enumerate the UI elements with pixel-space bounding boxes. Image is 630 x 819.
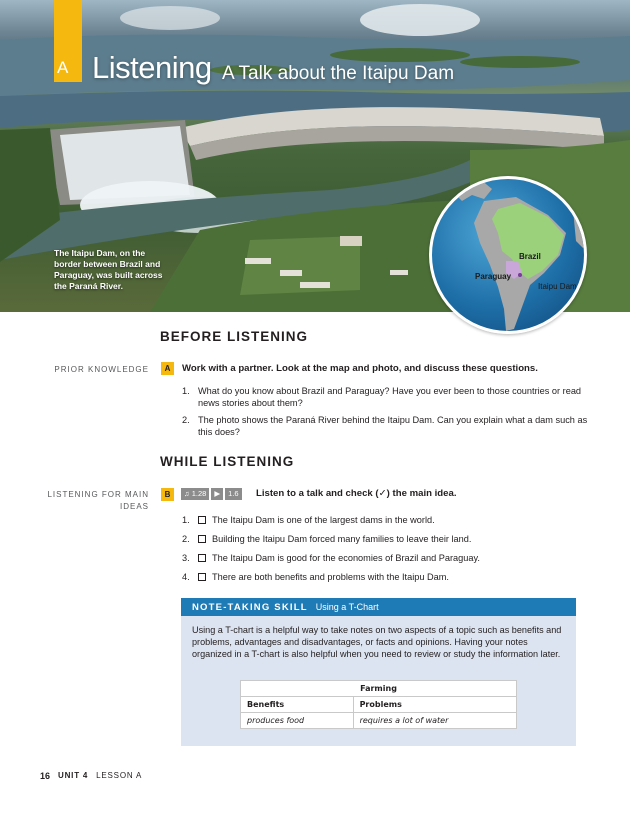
choice-text: There are both benefits and problems with the Itaipu Dam. [212, 571, 449, 582]
list-item: 1. What do you know about Brazil and Paraguay? Have you ever been to those countries or read news stories about them? [182, 385, 592, 409]
checkbox[interactable] [198, 516, 206, 524]
list-item: 3. The Itaipu Dam is good for the economies of Brazil and Paraguay. [182, 552, 480, 563]
audio-track-button[interactable]: ♫ 1.28 [181, 488, 209, 500]
list-item: 1. The Itaipu Dam is one of the largest dams in the world. [182, 514, 435, 525]
map-label-itaipu-dam: Itaipu Dam [538, 282, 577, 291]
question-text: What do you know about Brazil and Paraguay? Have you ever been to those countries or read news stories about them? [198, 386, 582, 408]
choice-text: The Itaipu Dam is one of the largest dams in the world. [212, 514, 435, 525]
checkbox[interactable] [198, 535, 206, 543]
page-footer [40, 771, 142, 781]
note-taking-subtitle: Using a T-Chart [315, 602, 379, 612]
choice-text: Building the Itaipu Dam forced many families to leave their land. [212, 533, 472, 544]
list-item: 4. There are both benefits and problems with the Itaipu Dam. [182, 571, 449, 582]
table-cell: requires a lot of water [353, 713, 516, 729]
page-subtitle: A Talk about the Itaipu Dam [222, 63, 455, 84]
before-listening-heading: BEFORE LISTENING [160, 329, 309, 344]
exercise-a-instruction: Work with a partner. Look at the map and photo, and discuss these questions. [182, 363, 538, 374]
checkbox[interactable] [198, 573, 206, 581]
table-cell: produces food [241, 713, 354, 729]
table-row [241, 713, 517, 729]
headphones-icon: ♫ [184, 489, 190, 498]
discussion-questions [182, 385, 592, 443]
choice-text: The Itaipu Dam is good for the economies of Brazil and Paraguay. [212, 552, 480, 563]
checkbox[interactable] [198, 554, 206, 562]
page-title: Listening [92, 50, 212, 85]
section-letter: A [57, 58, 69, 77]
exercise-b-instruction: Listen to a talk and check (✓) the main idea. [256, 488, 457, 499]
map-label-paraguay: Paraguay [475, 272, 512, 281]
page-number: 16 [40, 771, 51, 781]
exercise-b-badge: B [161, 488, 174, 501]
video-icon[interactable]: ▶ [211, 488, 223, 500]
video-track-button[interactable]: 1.6 [225, 488, 241, 500]
south-america-map [432, 179, 584, 331]
lesson-label: LESSON A [96, 771, 143, 780]
globe-map [429, 176, 587, 334]
prior-knowledge-label: PRIOR KNOWLEDGE [54, 365, 149, 374]
photo-caption: The Itaipu Dam, on the border between Brazil and Paraguay, was built across the Paraná River. [54, 248, 163, 291]
listening-main-ideas-label: LISTENING FOR MAIN IDEAS [47, 490, 149, 511]
note-taking-title: NOTE-TAKING SKILL [192, 601, 308, 613]
note-taking-header [181, 598, 576, 616]
list-item: 2. Building the Itaipu Dam forced many families to leave their land. [182, 533, 472, 544]
note-taking-skill-box [181, 598, 576, 746]
note-taking-body: Using a T-chart is a helpful way to take notes on two aspects of a topic such as benefits and problems, advantages and disadvantages, or facts and opinions. Having your notes organized in a T-chart is also helpful when you need to review or study the information later. [192, 625, 562, 659]
exercise-a-badge: A [161, 362, 174, 375]
media-icons [181, 488, 242, 500]
unit-label: UNIT 4 [58, 771, 89, 780]
t-chart-table [240, 680, 517, 729]
main-idea-choices [182, 510, 480, 586]
map-label-brazil: Brazil [519, 252, 541, 261]
t-chart-header-benefits: Benefits [241, 697, 354, 713]
list-item: 2. The photo shows the Paraná River behind the Itaipu Dam. Can you explain what a dam such as this does? [182, 414, 592, 438]
t-chart-title: Farming [241, 681, 517, 697]
while-listening-heading: WHILE LISTENING [160, 454, 295, 469]
t-chart-header-problems: Problems [353, 697, 516, 713]
question-text: The photo shows the Paraná River behind the Itaipu Dam. Can you explain what a dam such as this does? [198, 415, 588, 437]
